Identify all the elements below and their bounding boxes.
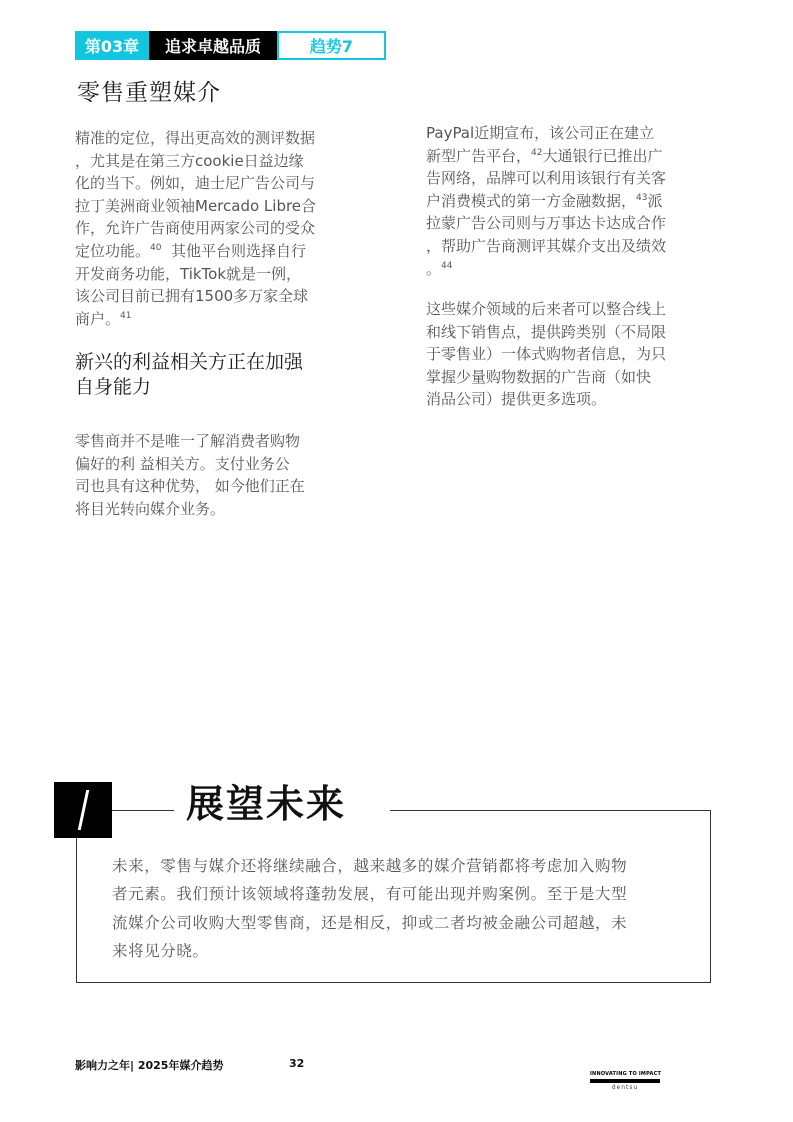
section-title: 零售重塑媒介 bbox=[77, 80, 221, 106]
text-line: ，尤其是在第三方cookie日益边缘 bbox=[75, 151, 304, 170]
text-line: 这些媒介领域的后来者可以整合线上 bbox=[426, 300, 667, 318]
text-segment: 派 bbox=[647, 191, 663, 210]
logo-tagline: INNOVATING TO IMPACT bbox=[590, 1071, 662, 1077]
text-line bbox=[426, 145, 696, 168]
divider bbox=[112, 810, 174, 811]
text-line bbox=[426, 258, 696, 281]
text-line: 消品公司）提供更多选项。 bbox=[426, 390, 607, 409]
right-paragraph-1 bbox=[426, 122, 696, 280]
logo-brand: dentsu bbox=[611, 1084, 639, 1091]
text-segment: 大通银行已推出广 bbox=[542, 146, 663, 165]
divider bbox=[390, 810, 711, 811]
outlook-body bbox=[112, 852, 627, 965]
text-segment: 。 bbox=[426, 259, 442, 278]
text-line: 该公司目前已拥有1500多万家全球 bbox=[75, 287, 309, 306]
text-line: 告网络，品牌可以利用该银行有关客 bbox=[426, 169, 667, 188]
trend-tab: 趋势7 bbox=[277, 31, 386, 60]
box-border bbox=[76, 838, 77, 983]
text-line: 于零售业）一体式购物者信息，为只 bbox=[426, 345, 667, 364]
footnote-ref: 44 bbox=[441, 260, 453, 271]
text-line bbox=[75, 240, 345, 263]
footer-publication: 影响力之年| 2025年媒介趋势 bbox=[75, 1059, 224, 1072]
text-line: 开发商务功能，TikTok就是一例， bbox=[75, 264, 302, 283]
text-line bbox=[75, 308, 345, 331]
text-line: 化的当下。例如，迪士尼广告公司与 bbox=[75, 174, 316, 193]
footnote-ref: 43 bbox=[636, 192, 648, 203]
text-line: 拉蒙广告公司则与万事达卡达成合作 bbox=[426, 214, 667, 233]
box-border bbox=[76, 982, 711, 983]
text-segment: 其他平台则选择自行 bbox=[171, 241, 307, 260]
text-segment: 商户。 bbox=[75, 309, 121, 328]
text-segment: 户消费模式的第一方金融数据， bbox=[426, 191, 637, 210]
slash-icon bbox=[54, 782, 112, 838]
subheading-line: 自身能力 bbox=[75, 375, 152, 398]
subheading-line: 新兴的利益相关方正在加强 bbox=[75, 351, 304, 373]
text-line: 和线下销售点，提供跨类别（不局限 bbox=[426, 322, 667, 341]
text-line bbox=[426, 190, 696, 213]
box-border bbox=[710, 810, 711, 983]
text-line: 零售商并不是唯一了解消费者购物 bbox=[75, 432, 301, 450]
chapter-title-tab: 追求卓越品质 bbox=[149, 31, 277, 60]
text-segment: 新型广告平台， bbox=[426, 146, 532, 165]
chapter-tab: 第03章 bbox=[75, 31, 149, 60]
text-line: 偏好的利 益相关方。支付业务公 bbox=[75, 454, 290, 473]
text-line: 作，允许广告商使用两家公司的受众 bbox=[75, 219, 316, 238]
subheading bbox=[75, 350, 345, 399]
text-line: 者元素。我们预计该领域将蓬勃发展，有可能出现并购案例。至于是大型 bbox=[112, 885, 628, 904]
footnote-ref: 41 bbox=[120, 310, 132, 321]
text-line: 拉丁美洲商业领袖Mercado Libre合 bbox=[75, 196, 317, 215]
text-line: PayPal近期宣布，该公司正在建立 bbox=[426, 124, 655, 142]
text-segment: 定位功能。 bbox=[75, 241, 151, 260]
text-line: 流媒介公司收购大型零售商，还是相反，抑或二者均被金融公司超越，未 bbox=[112, 913, 628, 932]
text-line: 司也具有这种优势， 如今他们正在 bbox=[75, 477, 305, 496]
slash-mark bbox=[77, 790, 89, 830]
outlook-heading: 展望未来 bbox=[186, 782, 347, 826]
footnote-ref: 42 bbox=[531, 147, 543, 158]
footnote-ref: 40 bbox=[150, 242, 162, 253]
text-line: 来将见分晓。 bbox=[112, 941, 209, 960]
left-paragraph-2 bbox=[75, 430, 345, 520]
text-line: 未来，零售与媒介还将继续融合，越来越多的媒介营销都将考虑加入购物 bbox=[112, 857, 628, 875]
dentsu-logo bbox=[590, 1071, 660, 1092]
left-paragraph-1 bbox=[75, 127, 345, 330]
text-line: 将目光转向媒介业务。 bbox=[75, 499, 226, 518]
text-line: 掌握少量购物数据的广告商（如快 bbox=[426, 367, 652, 386]
page-number: 32 bbox=[289, 1057, 305, 1070]
text-line: 精准的定位，得出更高效的测评数据 bbox=[75, 129, 316, 147]
right-paragraph-2 bbox=[426, 298, 696, 411]
text-line: ，帮助广告商测评其媒介支出及绩效 bbox=[426, 236, 667, 255]
